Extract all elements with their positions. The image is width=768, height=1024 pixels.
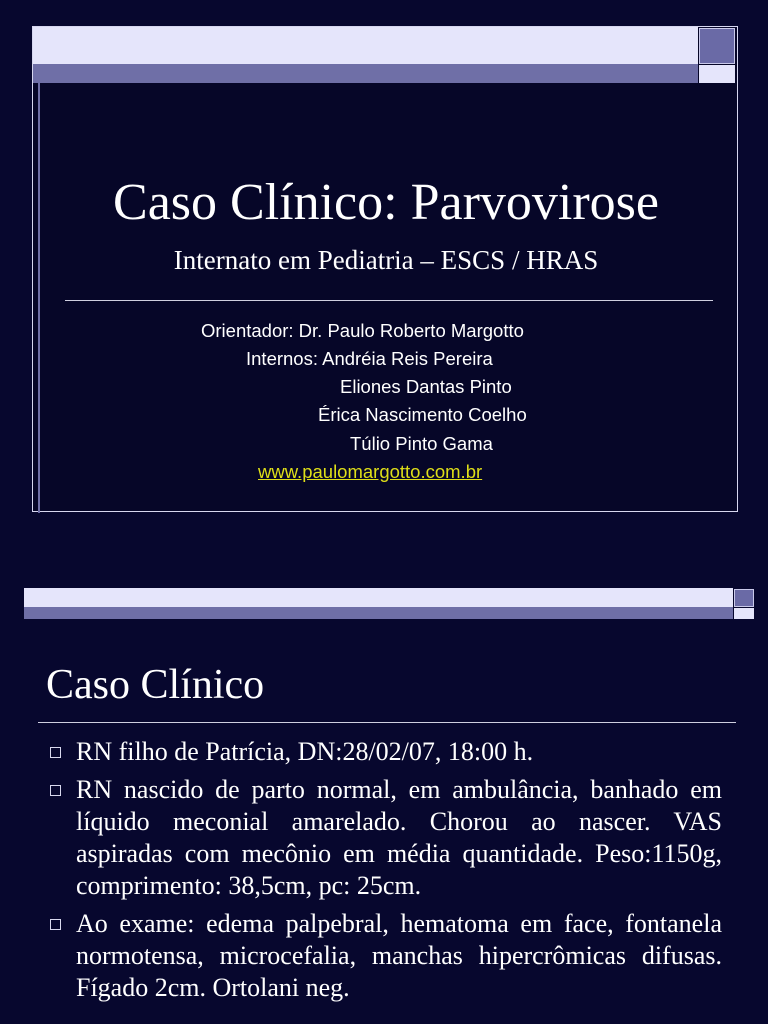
intern-name: Túlio Pinto Gama: [350, 433, 493, 454]
left-accent-line: [38, 83, 40, 513]
list-item: [46, 908, 722, 1004]
bullet-text: RN nascido de parto normal, em ambulância, banhado em líquido meconial amarelado. Chorou ao nascer. VAS aspiradas com mecônio em média quantidade. Peso:1150g, comprimento: 38,5cm, pc: 25cm.: [76, 775, 722, 900]
bullet-list: [46, 736, 722, 1010]
header-strip: [24, 607, 733, 619]
corner-square-dark: [699, 28, 735, 64]
slide-title: Caso Clínico: Parvovirose: [113, 174, 659, 231]
bullet-text: RN filho de Patrícia, DN:28/02/07, 18:00 h.: [76, 737, 534, 766]
internos-line: Internos: Andréia Reis Pereira: [246, 348, 493, 369]
divider: [38, 722, 736, 723]
square-bullet-icon: [50, 785, 61, 796]
slide-title: Caso Clínico: [46, 662, 265, 708]
corner-square-light: [734, 608, 754, 619]
list-item: [46, 736, 722, 768]
square-bullet-icon: [50, 747, 61, 758]
orientador-line: Orientador: Dr. Paulo Roberto Margotto: [201, 320, 524, 341]
content-slide: [24, 588, 768, 1024]
square-bullet-icon: [50, 919, 61, 930]
bullet-text: Ao exame: edema palpebral, hematoma em face, fontanela normotensa, microcefalia, manchas hipercrômicas difusas. Fígado 2cm. Ortolani neg.: [76, 909, 722, 1002]
title-slide: [32, 26, 738, 512]
divider: [65, 300, 713, 301]
intern-name: Eliones Dantas Pinto: [340, 376, 512, 397]
header-band: [24, 588, 733, 607]
header-band: [33, 27, 698, 64]
corner-square-light: [699, 65, 735, 83]
corner-square-dark: [734, 589, 754, 607]
website-link[interactable]: www.paulomargotto.com.br: [258, 461, 483, 482]
slide-subtitle: Internato em Pediatria – ESCS / HRAS: [173, 245, 599, 275]
intern-name: Érica Nascimento Coelho: [318, 404, 527, 425]
header-strip: [33, 64, 698, 83]
list-item: [46, 774, 722, 902]
